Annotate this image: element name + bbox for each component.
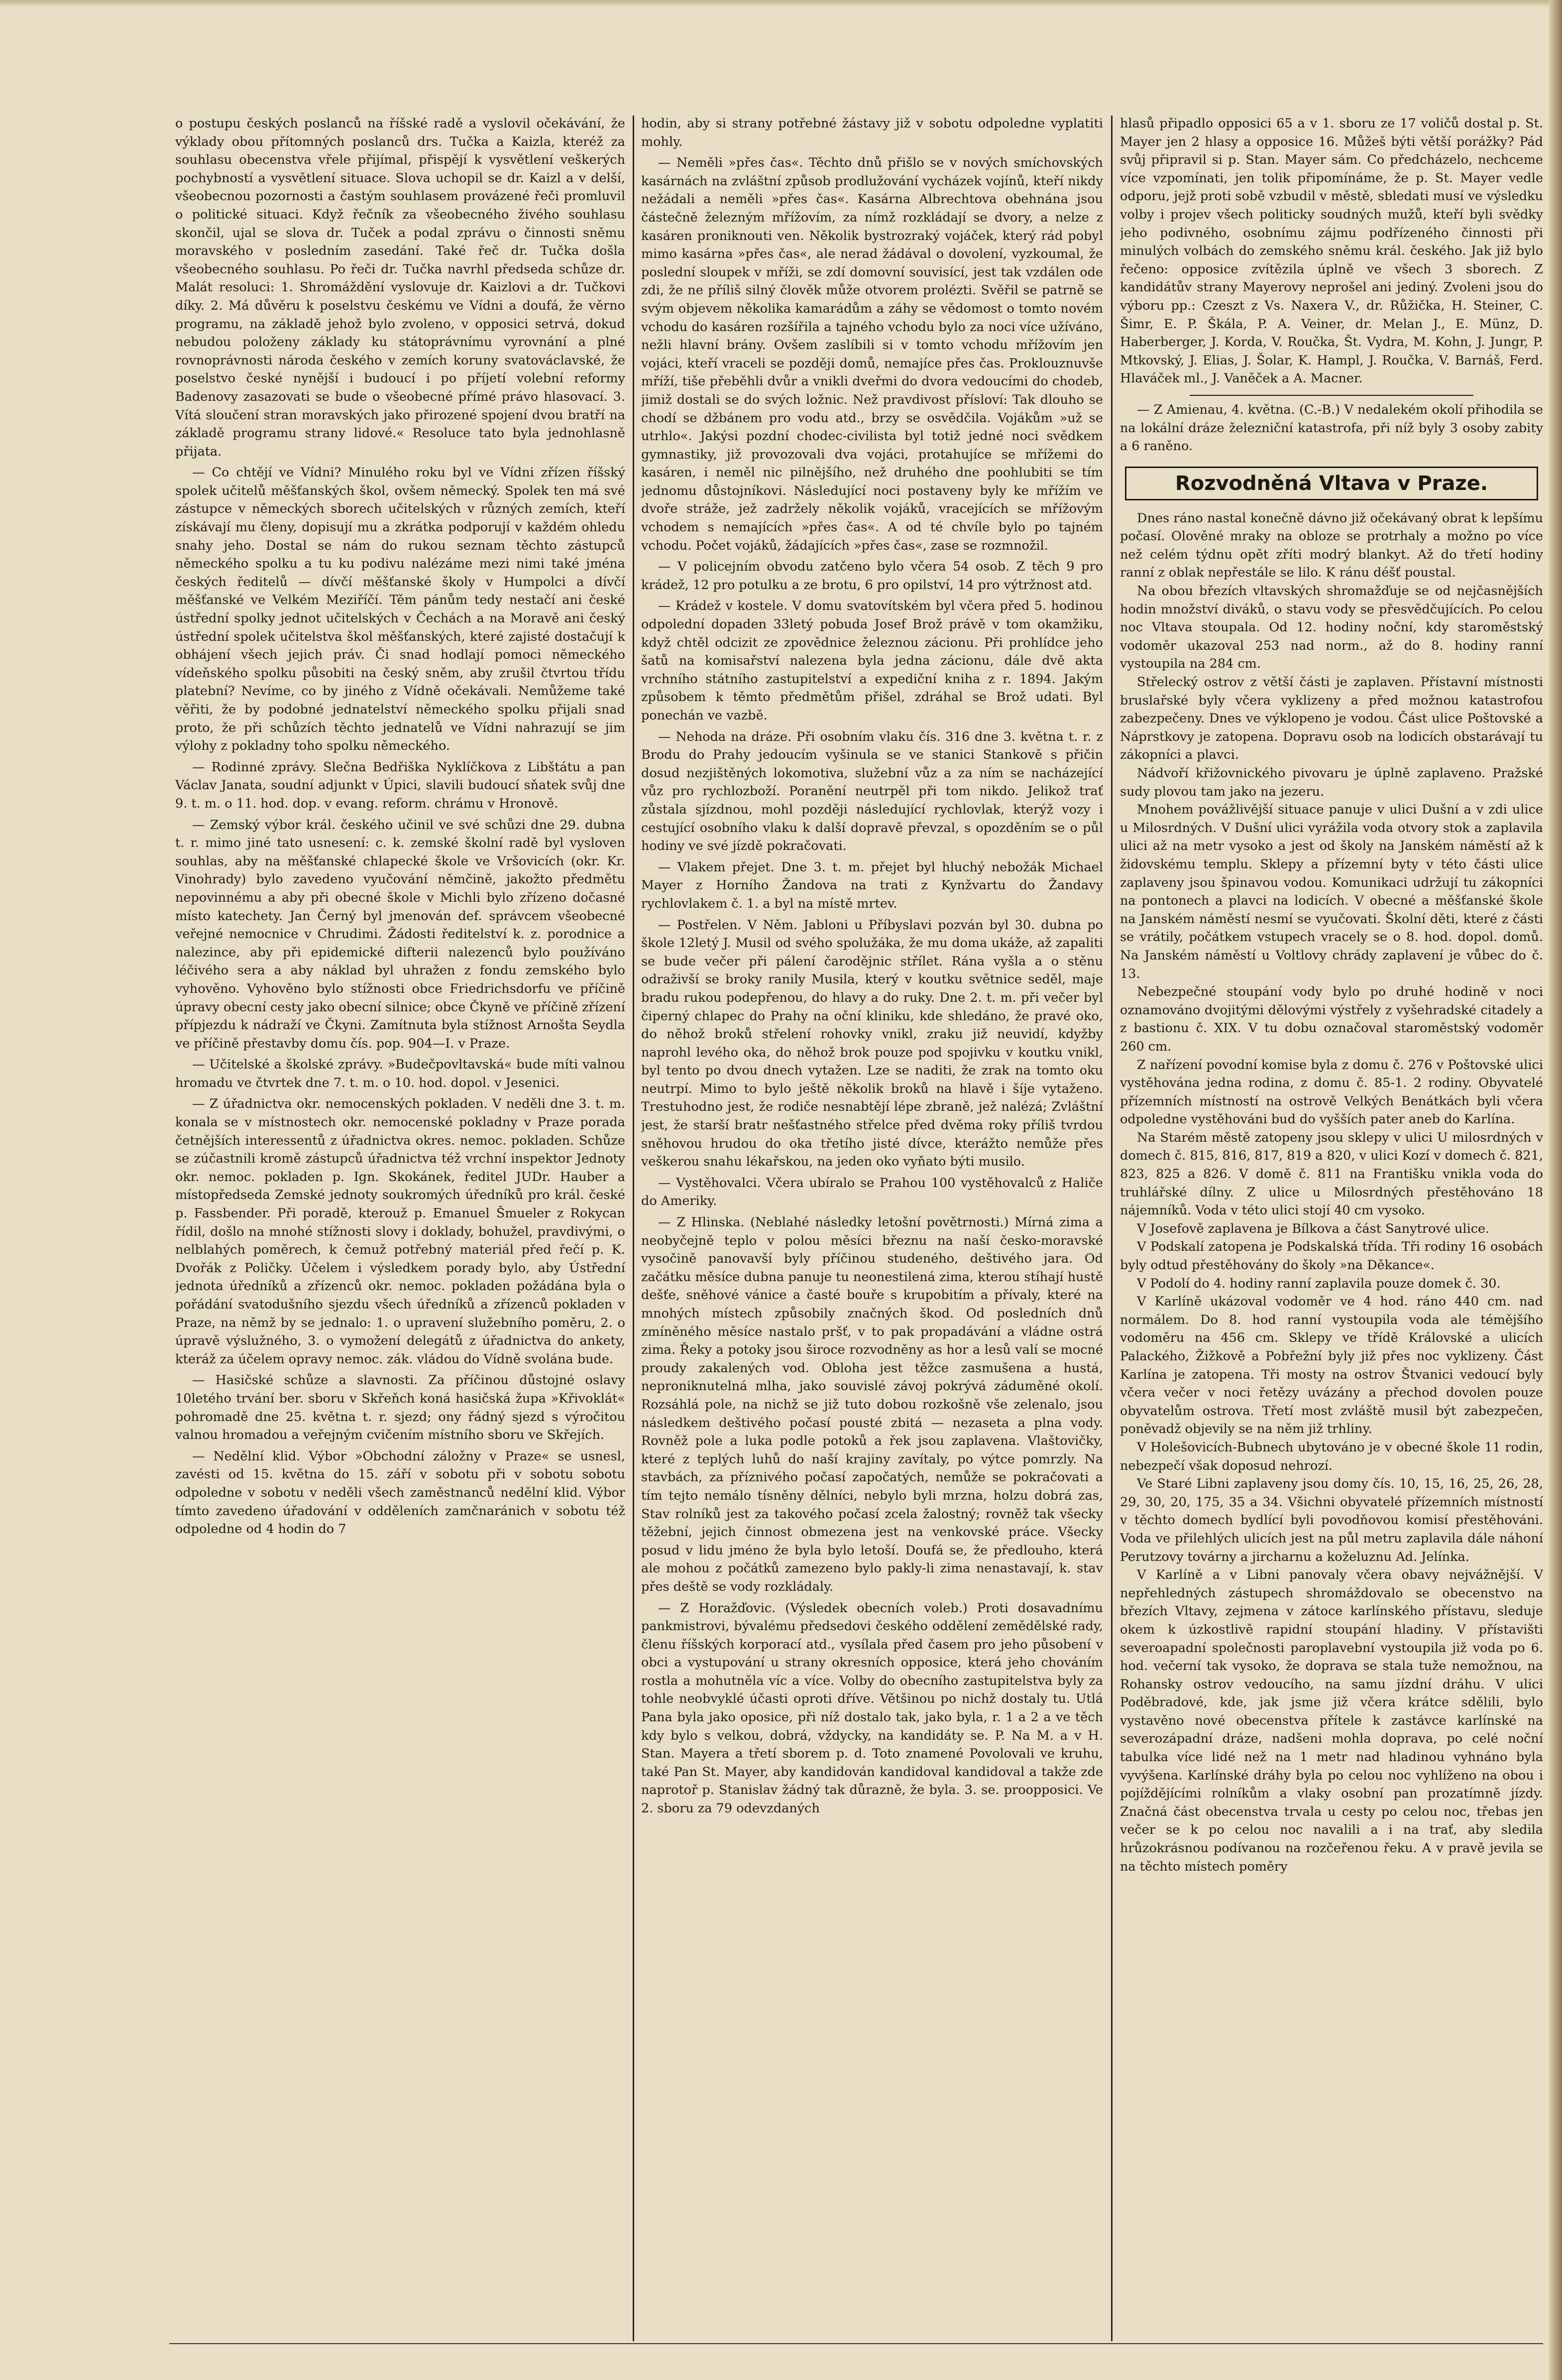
article-policejni-obvod: — V policejním obvodu zatčeno bylo včera 54 osob. Z těch 9 pro krádež, 12 pro potulku a ze brotu, 6 pro opilství, 14 pro výtržnost atd.: [641, 559, 1103, 593]
headline-rozvodnena-vltava: Rozvodněná Vltava v Praze.: [1125, 467, 1538, 500]
article-paragraph: V Josefově zaplavena je Bílkova a část Sanytrové ulice.: [1137, 1221, 1490, 1236]
article-paragraph: V Holešovicích-Bubnech ubytováno je v obecné škole 11 rodin, nebezpečí však doposud nehrozí.: [1120, 1439, 1543, 1473]
article-paragraph: Nádvoří křižovnického pivovaru je úplně zaplaveno. Pražské sudy plovou tam jako na jezeru.: [1120, 766, 1543, 799]
article-vlakem-prejet: — Vlakem přejet. Dne 3. t. m. přejet byl hluchý nebožák Michael Mayer z Horního Žandova na trati z Kynžvartu do Žandavy rychlovlakem č. 1. a byl na místě mrtev.: [641, 859, 1103, 911]
article-paragraph: V Podolí do 4. hodiny ranní zaplavila pouze domek č. 30.: [1137, 1276, 1501, 1291]
article-paragraph: hodin, aby si strany potřebné žástavy již v sobotu odpoledne vyplatiti mohly.: [641, 116, 1103, 149]
article-vystehovalci: — Vystěhovalci. Včera ubíralo se Prahou 100 vystěhovalců z Haliče do Ameriky.: [641, 1175, 1103, 1209]
page-bottom-rule: [169, 2343, 1543, 2344]
column-divider: [1111, 116, 1113, 2341]
article-paragraph: hlasů připadlo opposici 65 a v 1. sboru ze 17 voličů dostal p. St. Mayer jen 2 hlasy a opposice 16. Můžeš býti větší porážky? Pád svůj připravil si p. Stan. Mayer sám. Co předcházelo, nechceme více vzpomínati, jen tolik připomínáme, že p. St. Mayer vedle odporu, jejž proti sobě vzbudil v městě, sbledati musí ve výsledku volby i projev všech politicky soudných mužů, kteří byli svědky jeho podivného, osobnímu zájmu podřízeného činnosti při minulých volbách do zemského sněmu král. českého. Jak již bylo řečeno: opposice zvítězila úplně ve všech 3 sborech. Z kandidátův strany Mayerovy neprošel ani jediný. Zvoleni jsou do výboru pp.: Czeszt z Vs. Naxera V., dr. Růžička, H. Steiner, C. Šimr, E. P. Škála, P. A. Veiner, dr. Melan J., E. Münz, D. Haberberger, J. Korda, V. Roučka, Št. Vydra, M. Kohn, J. Jungr, P. Mtkovský, J. Elias, J. Šolar, K. Hampl, J. Roučka, V. Barnáš, Ferd. Hlaváček ml., J. Vaněček a A. Macner.: [1120, 116, 1543, 386]
article-z-amienau: — Z Amienau, 4. května. (C.-B.) V nedalekém okolí přihodila se na lokální dráze železniční katastrofa, při níž byly 3 osoby zabity a 6 raněno.: [1120, 402, 1543, 454]
article-paragraph: Na Starém městě zatopeny jsou sklepy v ulici U milosrdných v domech č. 815, 816, 817, 819 a 820, v ulici Kozí v domech č. 821, 823, 825 a 826. V domě č. 811 na Františku vnikla voda do truhlářské dílny. Z ulice u Milosrdných přestěhováno 18 nájemníků. Voda v této ulici stojí 40 cm vysoko.: [1120, 1130, 1543, 1218]
article-paragraph: Mnohem povážlivější situace panuje v ulici Dušní a v zdi ulice u Milosrdných. V Dušní ulici vyrážila voda otvory stok a zaplavila ulici až na metr vysoko a jest od školy na Janském náměstí až k židovskému templu. Sklepy a přízemní byty v této části ulice zaplaveny jsou špinavou vodou. Komunikaci udržují tu zákopníci na pontonech a plavci na lodicích. V obecné a měšťanské škole na Janském náměstí nesmí se vyučovati. Školní děti, které z části se vrátily, počátkem vstupech vracely se o 8. hod. dopol. domů. Na Janském náměstí u Voltlovy chrády zaplavení je vůbec do č. 13.: [1120, 802, 1543, 981]
article-paragraph: V Podskalí zatopena je Podskalská třída. Tři rodiny 16 osobách byly odtud přestěhovány do školy »na Děkance«.: [1120, 1239, 1543, 1273]
article-co-chteji-ve-vidni: — Co chtějí ve Vídni? Minulého roku byl ve Vídni zřízen říšský spolek učitelů měšťanských škol, ovšem německý. Spolek ten má své zástupce v německých sborech učitelských v různých zemích, kteří získávají mu členy, dopisují mu a zkrátka podporují v každém ohledu snahy jeho. Dostal se nám do rukou seznam těchto zástupců německého spolku a tu ku podivu nalézáme mezi nimi také jména českých ředitelů — dívčí měšťanské školy v Humpolci a dívčí měšťanské ve Velkém Meziříčí. Těm pánům tedy nestačí ani české ústřední spolky jednot učitelských v Čechách a na Moravě ani český ústřední spolek učitelstva škol měšťanských, které zajisté dostačují k obhájení všech jejich práv. Či snad hodlají pomoci německého vídeňského spolku působiti na český sněm, aby zrušil čtvrtou třídu platební? Nevíme, co by jiného z Vídně očekávali. Nemůžeme také věřiti, že by podobné jednatelství německého spolku přijali snad proto, že při schůzích těchto jednatelů ve Vídni nahrazují se jim výlohy z pokladny toho spolku německého.: [175, 465, 625, 754]
article-paragraph: Z nařízení povodní komise byla z domu č. 276 v Poštovské ulici vystěhována jedna rodina, z domu č. 85-1. 2 rodiny. Obyvatelé přízemních místností na ostrově Velkých Benátkách byli včera odpoledne vystěhováni bud do vyšších pater aneb do Karlína.: [1120, 1057, 1543, 1127]
page-top-fold: [0, 0, 1562, 7]
article-z-horazdovic: — Z Horažďovic. (Výsledek obecních voleb.) Proti dosavadnímu pankmistrovi, bývalému předsedovi českého oddělení zemědělské rady, členu říšských korporací atd., vysílala před časem pro jeho působení v obci a vystupování u strany okresních opposice, která jeho chováním rostla a mohutněla víc a více. Volby do obecního zastupitelstva byly za tohle neobvyklé účasti oproti dříve. Většinou po nichž dostaly tu. Utlá Pana byla jako oposice, při níž dostalo tak, jako byla, r. 1 a 2 a ve těch kdy bylo s velkou, dobrá, vždycky, na kandidáty se. P. Na M. a v H. Stan. Mayera a třetí sborem p. d. Toto znamené Povolovali ve kruhu, také Pan St. Mayer, aby kandidován kandidoval kandidoval a takže zde naprotoř p. Stanislav žádný tak důrazně, že byla. 3. se. proopposici. Ve 2. sboru za 79 odevzdaných: [641, 1600, 1103, 1816]
newspaper-column-right: [1120, 115, 1543, 2340]
article-paragraph: V Karlíně ukázoval vodoměr ve 4 hod. ráno 440 cm. nad normálem. Do 8. hod ranní vystoupila voda ale témějšího vodoměru na 456 cm. Sklepy ve třídě Královské a ulicích Palackého, Žižkově a Pobřežní byly již přes noc vyklizeny. Část Karlína je zatopena. Tři mosty na ostrov Štvanici vedoucí byly včera večer v noci řetězy uvázány a přechod dovolen pouze obyvatelům ostrova. Třetí most zvláště musil být zabezpečen, poněvadž objevily se na něm již trhliny.: [1120, 1294, 1543, 1437]
article-ucitelske-zpravy: — Učitelské a školské zprávy. »Budečpovltavská« bude míti valnou hromadu ve čtvrtek dne 7. t. m. o 10. hod. dopol. v Jesenici.: [175, 1057, 625, 1090]
column-divider: [633, 116, 634, 2341]
article-paragraph: Dnes ráno nastal konečně dávno již očekávaný obrat k lepšímu počasí. Olověné mraky na obloze se protrhaly a možno po více než celém týdnu opět zříti modrý blankyt. Až do třetí hodiny ranní z oblak nepřestále se lilo. K ránu déšť poustal.: [1120, 510, 1543, 581]
article-nedelni-klid: — Nedělní klid. Výbor »Obchodní záložny v Praze« se usnesl, zavésti od 15. května do 15. září v sobotu při v sobotu sobotu odpoledne v sobotu v neděli všech zaměstnanců nedělní klid. Výbor tímto zavedeno úřadování v odděleních zamčnaránich v sobotu též odpoledne od 4 hodin do 7: [175, 1448, 625, 1537]
article-paragraph: Nebezpečné stoupání vody bylo po druhé hodině v noci oznamováno dvojitými dělovými výstřely z vyšehradské citadely a z bastionu č. XIX. V tu dobu označoval staroměstský vodoměr 260 cm.: [1120, 984, 1543, 1054]
newspaper-column-left: [175, 115, 625, 2340]
section-divider: [1190, 395, 1473, 396]
article-nemeli-pres-cas: — Neměli »přes čas«. Těchto dnů přišlo se v nových smíchovských kasárnách na zvláštní způsob prodlužování vycházek vojínů, kteří nikdy nežádali a neměli »přes čas«. Kasárna Albrechtova obehnána jsou částečně železným mřížovím, za nímž rozkládají se dvory, a nelze z kasáren proniknouti ven. Několik bystrozraký vojáček, který rád pobyl mimo kasárna »přes čas«, ale nerad žádával o dovolení, vyzkoumal, že poslední sloupek v mříži, se zdí domovní souvisící, jest tak vzdálen ode zdi, že ne příliš silný člověk může otvorem prolézti. Svěřil se patrně se svým objevem několika kamarádům a záhy se vědomost o tomto novém vchodu do kasáren rozšířila a tajného vchodu bylo za noci více užíváno, nežli hlavní brány. Ovšem zaslíbili si v tomto vchodu mřížovím jen vojáci, kteří vraceli se později domů, nemajíce přes čas. Proklouznuvše mříží, tiše přeběhli dvůr a vnikli dveřmi do dvora vedoucími do chodeb, jimiž dostali se do svých ložnic. Než pravdivost přísloví: Tak dlouho se chodí se džbánem pro vodu atd., brzy se osvědčila. Vojákům »už se utrhlo«. Jakýsi pozdní chodec-civilista byl totiž jedné noci svědkem gymnastiky, již provozovali dva vojáci, protahujíce se mřížemi do kasáren, i neměl nic pilnějšího, než druhého dne poohlubiti se tím jednomu důstojníkovi. Následující noci postaveny byly ke mřížím ve dvoře stráže, jež zadržely několik vojáků, vracejících se mřížovým vchodem s nemajících »přes čas«. A od té chvíle bylo po tajném vchodu. Počet vojáků, žádajících »přes čas«, zase se rozmnožil.: [641, 155, 1103, 553]
article-paragraph: Ve Staré Libni zaplaveny jsou domy čís. 10, 15, 16, 25, 26, 28, 29, 30, 20, 175, 35 a 34. Všichni obyvatelé přízemních místností v těchto domech bydlící byli povodňovou komisí přestěhováni. Voda ve přilehlých ulicích jest na půl metru zaplavila dále náhoní Perutzovy továrny a jircharnu a koželuznu Ad. Jelínka.: [1120, 1476, 1543, 1564]
article-paragraph: V Karlíně a v Libni panovaly včera obavy nejvážnější. V nepřehledných zástupech shromáždovalo se obecenstvo na březích Vltavy, zejmena v zátoce karlínského přístavu, sleduje okem k úzkostlivě rapidní stoupání hladiny. V přístavišti severoapadní společnosti paroplavební vystoupila již voda po 6. hod. večerní tak vysoko, že doprava se stala tuže nemožnou, na Rohansky ostrov vedoucího, na samu jízdní dráhu. V ulici Poděbradové, kde, jak jsme již včera krátce sdělili, bylo vystavěno nové obecenstva přítele k zastávce karlínské na severozápadní dráze, nadšeni mohla doprava, po celé noční tabulka více lidé než na 1 metr nad hladinou vyhnáno byla vyvýšena. Karlínské dráhy byla po celou noc vyhlíženo na obou i pojíždějícími rolníkům a vlaky osobní pan prozatímně jízdy. Značná část obecenstva trvala u cesty po celou noc, třebas jen večer se k po celou noc navalili a i na trať, aby sledila hrůzokrásnou podívanou na rozčeřenou řeku. A v pravě jevila se na těchto místech poměry: [1120, 1567, 1543, 1874]
article-z-hlinska: — Z Hlinska. (Neblahé následky letošní povětrnosti.) Mírná zima a neobyčejně teplo v polou měsíci březnu na naší česko-moravské vysočině panovavší byly příčinou studeného, deštivého jara. Od začátku měsíce dubna panuje tu neonestilená zima, kterou stíhají hustě dešťe, sněhové vánice a časté bouře s krupobitím a přívaly, které na mnohých místech způsobily značných škod. Od posledních dnů zmíněného měsíce nastalo pršť, v to pak propadávání a vládne ostrá zima. Řeky a potoky jsou široce rozvodněny as hor a lesů valí se mocné proudy zakalených vod. Obloha jest těžce zasmušena a hustá, neproniknutelná mlha, jako souvislé závoj pokrývá záduměné okolí. Rozsáhlá pole, na nichž se již tuto dobou rozkošně vše zelenalo, jsou následkem deštivého počasí pousté zbitá — nezaseta a plna vody. Rovněž pole a luka podle potoků a řek jsou zaplavena. Vlaštovičky, které z teplých luhů do naší krajiny zavítaly, po výtce pomrzly. Na stavbách, za příznivého počasí započatých, nemůže se pokračovati a tím tejto nemálo tísněny dělníci, nebylo byli mrzna, holzu dobrá zas, Stav rolníků jest za takového počasí zcela žalostný; rovněž tak všecky těžební, jejich činnost obmezena jest na venkovské práce. Všecky posud v lidu jméno že byla bylo letoší. Doufá se, že předlouho, která ale mohou z počátků zamezeno bylo pakly-li zima nenastavají, k. stav přes deště se vody rozkládaly.: [641, 1215, 1103, 1594]
article-paragraph: Na obou březích vltavských shromažďuje se od nejčasnějších hodin množství diváků, o stavu vody se přesvědčujících. Po celou noc Vltava stoupala. Od 12. hodiny noční, kdy staroměstský vodoměr ukazoval 253 nad norm., až do 8. hodiny ranní vystoupila na 284 cm.: [1120, 584, 1543, 672]
newspaper-column-middle: [641, 115, 1103, 2340]
article-kradez-v-kostele: — Krádež v kostele. V domu svatovítském byl včera před 5. hodinou odpolední dopaden 33letý pobuda Josef Brož právě v tom okamžiku, když chtěl odcizit ze zpovědnice železnou zácionu. Při prohlídce jeho šatů na komisařství nalezena byla jedna zácionu, dále dvě akta vrchního státního zastupitelství a expediční kniha z r. 1894. Jakým způsobem k těmto předmětům přišel, zdráhal se Brož udati. Byl ponechán ve vazbě.: [641, 598, 1103, 723]
article-nehoda-na-draze: — Nehoda na dráze. Při osobním vlaku čís. 316 dne 3. května t. r. z Brodu do Prahy jedoucím vyšinula se ve stanici Stankově s přičin dosud nezjištěných lokomotiva, služební vůz a za ním se nacházející vůz pro rychlozboží. Poranění neutrpěl při tom nikdo. Jelikož trať zůstala sjízdnou, mohl později následující rychlovlak, kterýž vozy i cestující osobního vlaku k další dopravě převzal, s opozděním se o půl hodiny ve své jízdě pokračovati.: [641, 729, 1103, 854]
article-hasicske-schuze: — Hasičské schůze a slavnosti. Za příčinou důstojné oslavy 10letého trvání ber. sboru v Skřeňch koná hasičská župa »Křivoklát« pohromadě dne 25. května t. r. sjezd; ony řádný sjezd s výročitou valnou hromadou a veřejným cvičením místního sboru ve Skřejích.: [175, 1373, 625, 1443]
article-zemsky-vybor: — Zemský výbor král. českého učinil ve své schůzi dne 29. dubna t. r. mimo jiné tato usnesení: c. k. zemské školní radě byl vysloven souhlas, aby na měšťanské chlapecké škole ve Vršovicích (okr. Kr. Vinohrady) bylo zavedeno vyučování němčině, jakožto předmětu nepovinnému a aby při obecné škole v Michli bylo zřízeno dočasné místo katechety. Jan Černý byl jmenován def. správcem všeobecné veřejné nemocnice v Chrudimi. Žádosti ředitelství k. z. porodnice a nalezince, aby při epidemické difterii nalezenců bylo používáno léčivého sera a aby náklad byl uhražen z fondu zemského bylo vyhověno. Vyhověno bylo stížnosti obce Friedrichsdorfu ve příčině úpravy obecní cesty jako obecní silnice; obce Čkyně ve příčině zřízení přípjezdu k nádraží ve Čkyni. Zamítnuta byla stížnost Arnošta Seydla ve příčině přestavby domu čís. pop. 904—I. v Praze.: [175, 817, 625, 1051]
article-postrelen: — Postřelen. V Něm. Jabloni u Příbyslavi pozván byl 30. dubna po škole 12letý J. Musil od svého spolužáka, že mu doma ukáže, až zapaliti se bude večer při pálení čarodějnic střílet. Rána vyšla a o stěnu odraživší se broky ranily Musila, který v koutku světnice seděl, maje bradu rukou podepřenou, do hlavy a do ruky. Dne 2. t. m. při večer byl čiperný chlapec do Prahy na oční kliniku, kde shledáno, že pravé oko, do něhož broků střelení rohovky vnikl, zraku již neuvidí, kdyžby naprohl levého oka, do něhož brok pouze pod spojivku v koutku vnikl, byl tento po dvou dnech vytažen. Lze se naditi, že zrak na tomto oku neutrpí. Mimo to bylo ještě několik broků na hlavě i šíje vytaženo. Trestuhodno jest, že rodiče nesnabtějí lépe zbraně, jež nalézá; Zvláštní jest, že starší bratr nešťastného střelce před dvěma roky příliš tvrdou sněhovou hrudou do oka třetího jisté dívce, kterážto nemůže přes veškerou snahu lékařskou, na jeden oko vyňato býti musilo.: [641, 917, 1103, 1170]
article-uradnictvo-pokladen: — Z úřadnictva okr. nemocenských pokladen. V neděli dne 3. t. m. konala se v místnostech okr. nemocenské pokladny v Praze porada četnějších interessentů z úřadnictva okres. nemoc. pokladen. Schůze se zúčastnili kromě zástupců úřadnictva též vrchní inspektor Jednoty okr. nemoc. pokladen p. Ign. Skokánek, ředitel JUDr. Hauber a místopředseda Zemské jednoty soukromých úředníků pro král. české p. Fassbender. Při poradě, kterouž p. Emanuel Šmueler z Rokycan řídil, došlo na mnohé stížnosti slovy i doklady, bohužel, pravdivými, o nelblahých poměrech, k čemuž potřebný materiál před řečí p. K. Dvořák z Poličky. Účelem i výsledkem porady bylo, aby Ústřední jednota úředníků a zřízenců okr. nemoc. pokladen požádána byla o pořádání svatodušního sjezdu všech úředníků a zřízenců pokladen v Praze, na němž by se jednalo: 1. o upravení služebního poměru, 2. o úpravě výslužného, 3. o vymožení delegátů z úřadnictva do ankety, kteráž za účelem opravy nemoc. zák. vládou do Vídně svolána bude.: [175, 1096, 625, 1367]
page-right-edge: [1549, 0, 1562, 2380]
article-paragraph: o postupu českých poslanců na říšské radě a vyslovil očekávání, že výklady obou přítomných poslanců drs. Tučka a Kaizla, kteréž za souhlasu obecenstva vřele přijímal, přispějí k vysvětlení veškerých pochybností a vysvětlení situace. Slova uchopil se dr. Kaizl a v delší, všeobecnou pozornosti a častým souhlasem provázené řeči promluvil o politické situaci. Když řečník za všeobecného živého souhlasu skončil, ujal se slova dr. Tuček a podal zprávu o činnosti sněmu moravského v posledním zasedání. Také řeč dr. Tučka došla všeobecného souhlasu. Po řeči dr. Tučka navrhl předseda schůze dr. Malát resoluci: 1. Shromáždění vyslovuje dr. Kaizlovi a dr. Tučkovi díky. 2. Má důvěru k poselstvu českému ve Vídni a doufá, že věrno programu, na základě jehož bylo zvoleno, v opposici setrvá, dokud nebudou položeny základy ku státoprávnímu vyrovnání a plné rovnoprávnosti národa českého v zemích koruny svatováclavské, že poselstvo české nynější i budoucí i po příjetí volební reformy Badenovy zasazovati se bude o všeobecné přímé právo hlasovací. 3. Vítá sloučení stran moravských jako přirozené spojení dvou bratří na základě programu strany lidové.« Resoluce tato byla jednohlasně přijata.: [175, 116, 625, 459]
article-rodinne-zpravy: — Rodinné zprávy. Slečna Bedřiška Nyklíčkova z Libštátu a pan Václav Janata, soudní adjunkt v Úpici, slavili budoucí sňatek svůj dne 9. t. m. o 11. hod. dop. v evang. reform. chrámu v Hronově.: [175, 759, 625, 811]
article-paragraph: Střelecký ostrov z větší části je zaplaven. Přístavní místnosti bruslařské byly včera vyklizeny a před možnou katastrofou zabezpečeny. Dnes ve výklopeno je vodou. Část ulice Poštovské a Náprstkovy je zatopena. Dopravu osob na lodicích obstarávají tu zákopníci a plavci.: [1120, 675, 1543, 763]
